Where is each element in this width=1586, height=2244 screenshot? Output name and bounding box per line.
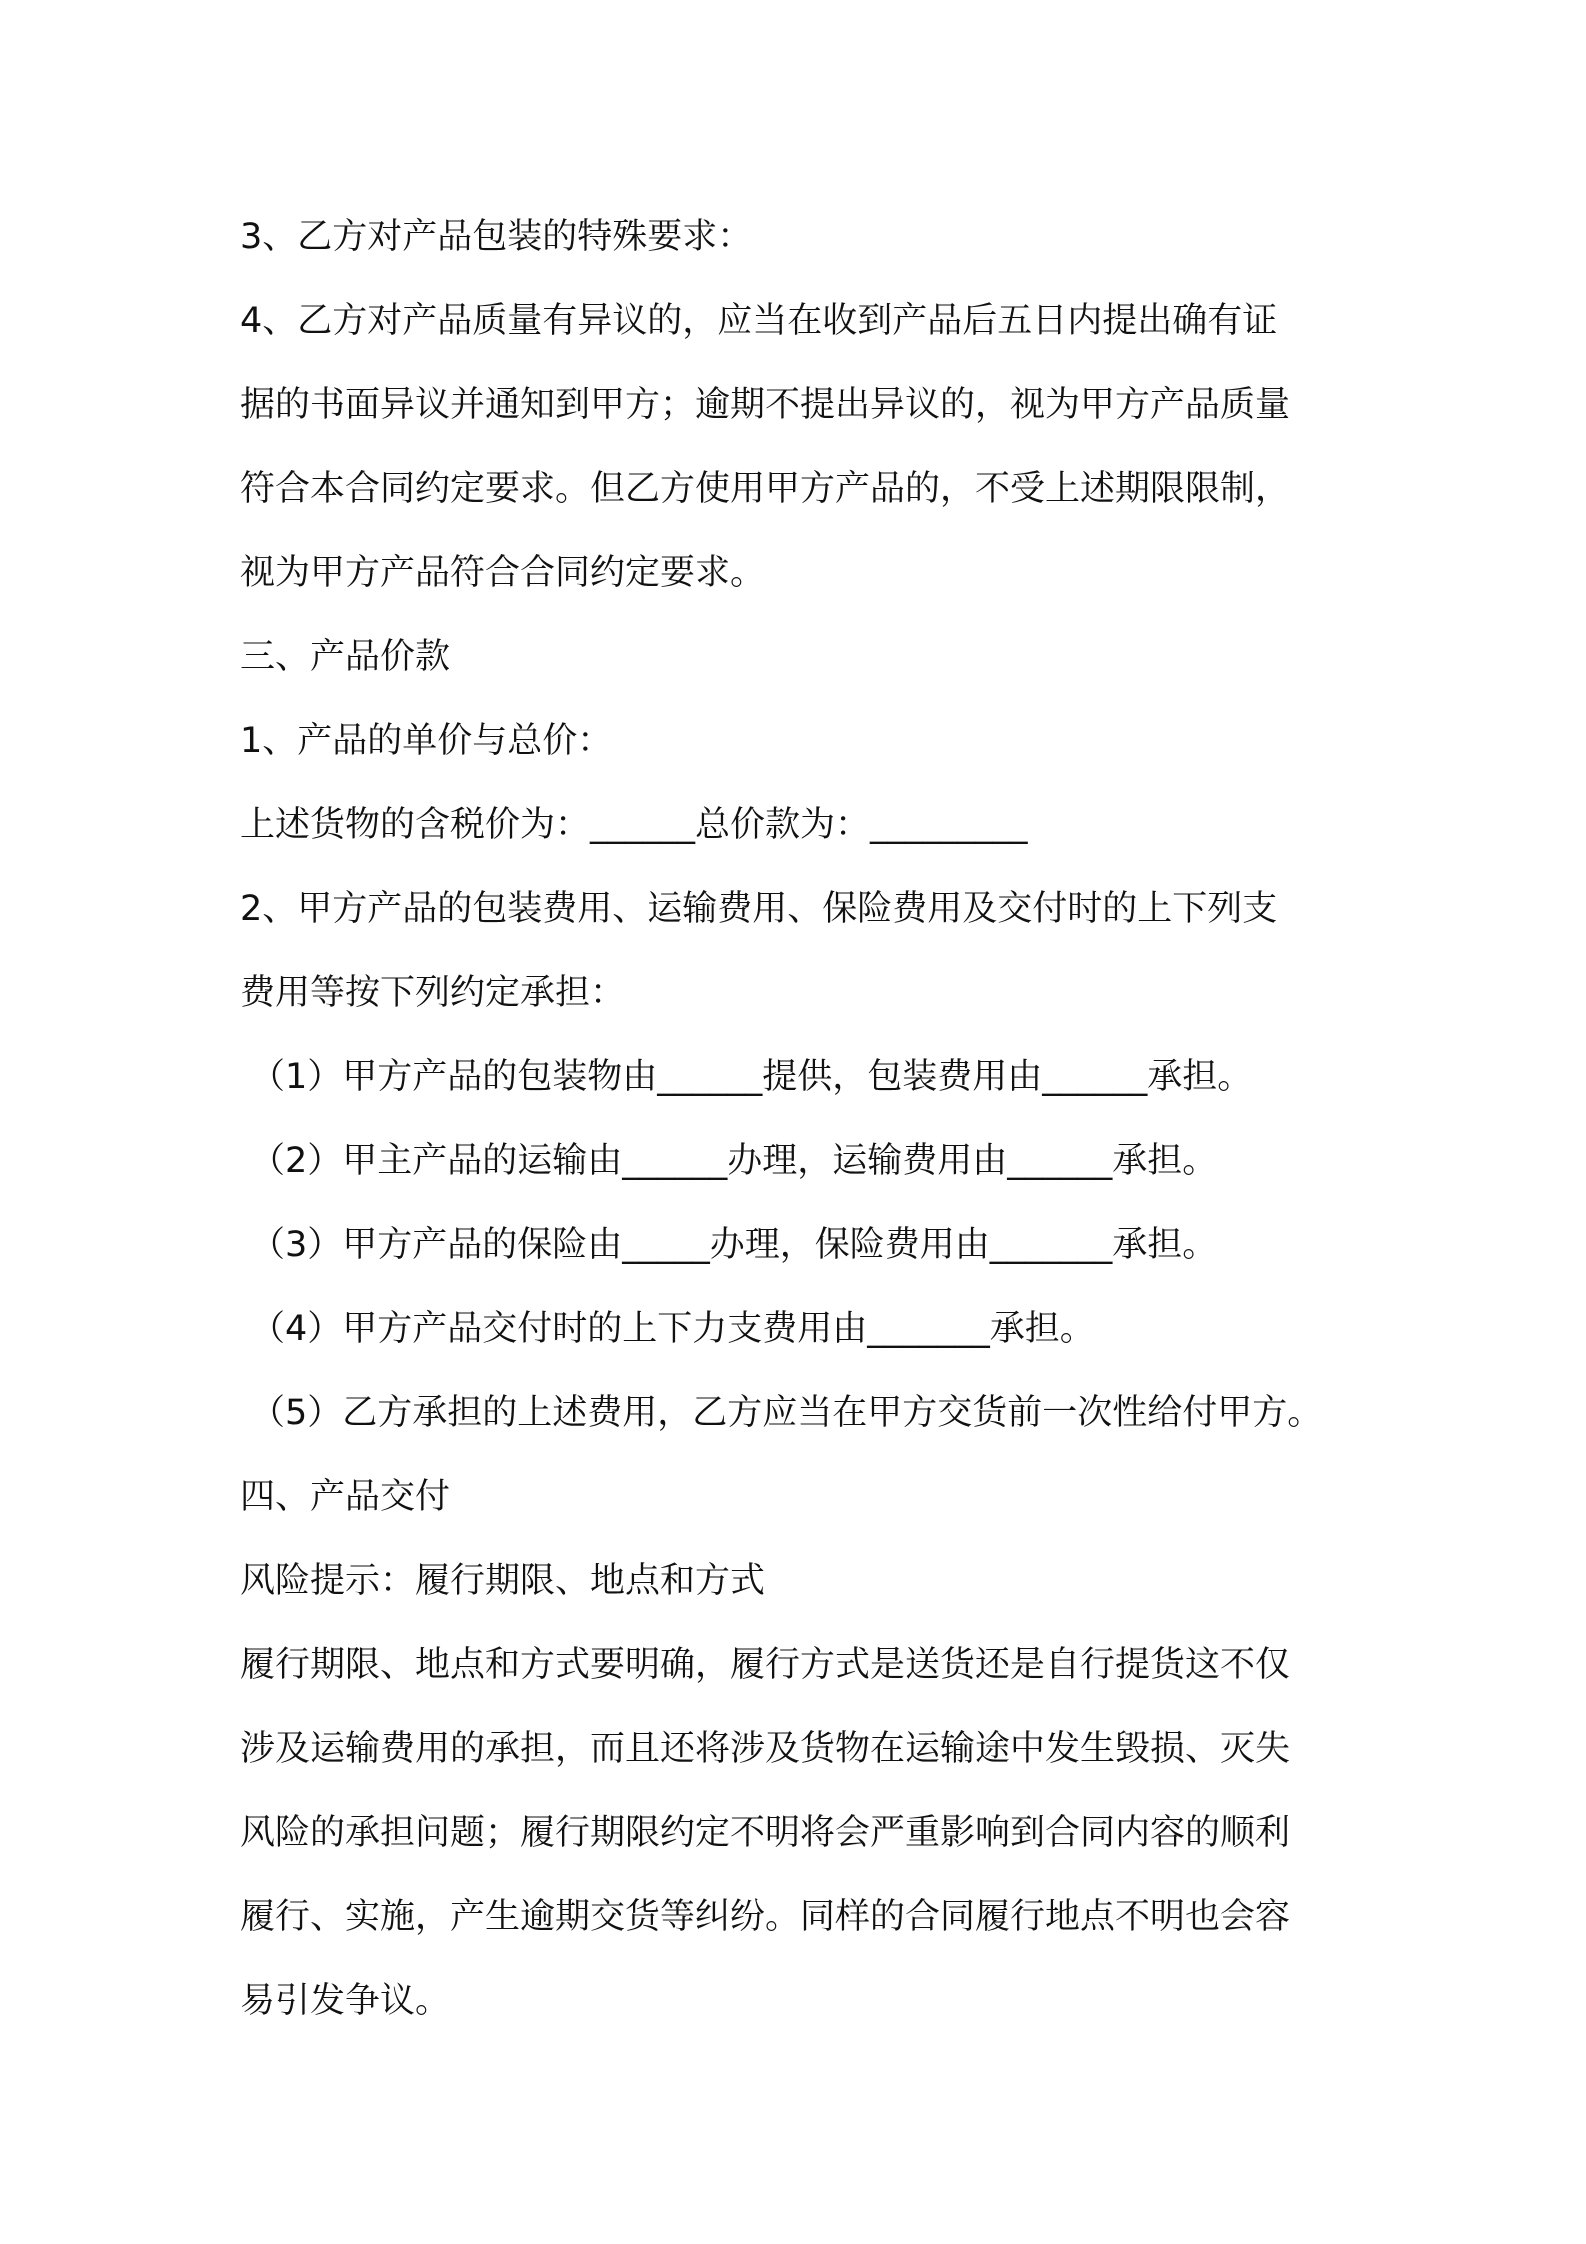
clause-3-packaging: 3、乙方对产品包装的特殊要求： bbox=[240, 217, 753, 257]
clause-4-quality-objection-line-3: 符合本合同约定要求。但乙方使用甲方产品的，不受上述期限限制， bbox=[240, 469, 1291, 509]
clause-4-quality-objection-line-1: 4、乙方对产品质量有异议的，应当在收到产品后五日内提出确有证 bbox=[240, 301, 1278, 341]
clause-4-quality-objection-line-4: 视为甲方产品符合合同约定要求。 bbox=[240, 553, 766, 593]
risk-notice-line-1: 履行期限、地点和方式要明确，履行方式是送货还是自行提货这不仅 bbox=[240, 1645, 1291, 1685]
risk-notice-line-2: 涉及运输费用的承担，而且还将涉及货物在运输途中发生毁损、灭失 bbox=[240, 1729, 1291, 1769]
document-body bbox=[240, 195, 1390, 2043]
clause-2-fees-line-2: 费用等按下列约定承担： bbox=[240, 973, 626, 1013]
risk-notice-line-4: 履行、实施，产生逾期交货等纠纷。同样的合同履行地点不明也会容 bbox=[240, 1897, 1291, 1937]
price-fill-in-line: 上述货物的含税价为：______总价款为：_________ bbox=[240, 805, 1028, 845]
fee-item-1: （1）甲方产品的包装物由______提供，包装费用由______承担。 bbox=[250, 1057, 1253, 1097]
risk-notice-line-5: 易引发争议。 bbox=[240, 1981, 451, 2021]
clause-1-unit-price: 1、产品的单价与总价： bbox=[240, 721, 613, 761]
fee-item-2: （2）甲主产品的运输由______办理，运输费用由______承担。 bbox=[250, 1141, 1218, 1181]
fee-item-5: （5）乙方承担的上述费用，乙方应当在甲方交货前一次性给付甲方。 bbox=[250, 1393, 1323, 1433]
clause-4-quality-objection-line-2: 据的书面异议并通知到甲方；逾期不提出异议的，视为甲方产品质量 bbox=[240, 385, 1291, 425]
fee-item-3: （3）甲方产品的保险由_____办理，保险费用由_______承担。 bbox=[250, 1225, 1218, 1265]
clause-2-fees-line-1: 2、甲方产品的包装费用、运输费用、保险费用及交付时的上下列支 bbox=[240, 889, 1278, 929]
section-4-heading: 四、产品交付 bbox=[240, 1477, 451, 1517]
section-3-heading: 三、产品价款 bbox=[240, 637, 451, 677]
fee-item-4: （4）甲方产品交付时的上下力支费用由_______承担。 bbox=[250, 1309, 1095, 1349]
risk-notice-title: 风险提示：履行期限、地点和方式 bbox=[240, 1561, 766, 1601]
risk-notice-line-3: 风险的承担问题；履行期限约定不明将会严重影响到合同内容的顺利 bbox=[240, 1813, 1291, 1853]
